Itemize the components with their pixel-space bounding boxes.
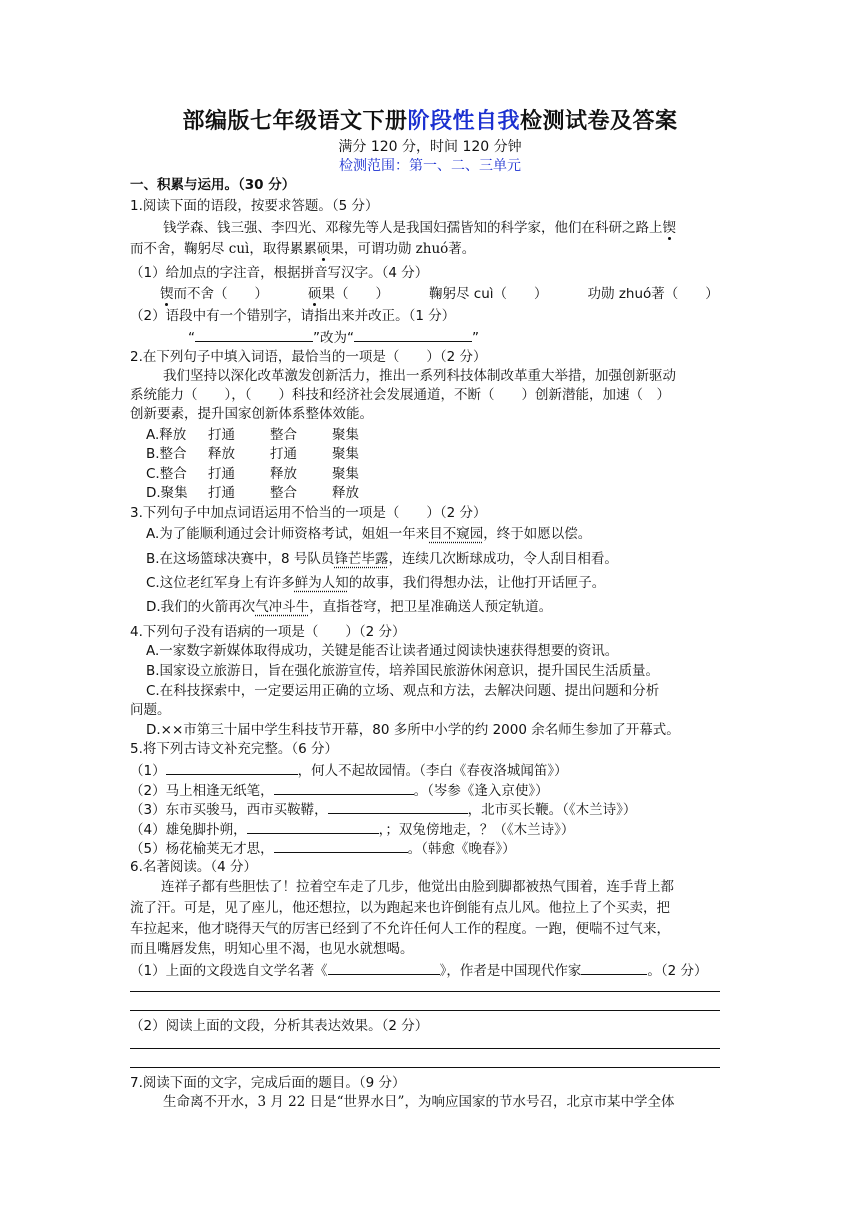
q5-line (130, 838, 516, 858)
text: 。（韩愈《晚春》） (407, 841, 516, 857)
q4-option-a[interactable]: A.一家数字新媒体取得成功，关键是能否让读者通过阅读快速获得想要的资讯。 (146, 643, 619, 659)
text: （3）东市买骏马，西市买鞍鞯， (130, 802, 328, 818)
word: 打通 (208, 427, 235, 443)
q4-option-c[interactable]: C.在科技探索中，一定要运用正确的立场、观点和方法，去解决问题、提出问题和分析 (146, 683, 660, 699)
q6-passage-line: 流了汗。可是，见了座儿，他还想拉，以为跑起来也许倒能有点儿风。他拉上了个买卖，把 (130, 900, 670, 916)
text: 。（2 分） (647, 963, 708, 979)
word: 打通 (208, 466, 235, 482)
q2-passage-line: 系统能力（ ），（ ）科技和经济社会发展通道，不断（ ）创新潜能，加速（ ） (130, 387, 670, 403)
answer-line[interactable] (130, 991, 720, 992)
scope-line: 检测范围：第一、二、三单元 (339, 158, 521, 174)
word: 释放 (270, 466, 297, 482)
q2-option[interactable] (146, 484, 394, 502)
dotted-char: 锲 (662, 220, 676, 236)
word: 聚集 (332, 466, 359, 482)
q3-option-b[interactable] (146, 550, 618, 568)
text: 的故事，我们得想办法，让他打开话匣子。 (348, 575, 606, 591)
answer-blank[interactable] (328, 960, 440, 975)
word: 打通 (270, 446, 297, 462)
answer-line[interactable] (130, 1048, 720, 1049)
word: 打通 (208, 485, 235, 501)
dotted-phrase: 气冲斗牛 (255, 599, 310, 615)
text: （5）杨花榆荚无才思， (130, 841, 274, 857)
q6-passage-line: 连祥子都有些胆怯了！拉着空车走了几步，他觉出由脸到脚都被热气围着，连手背上都 (161, 879, 674, 895)
word: D.聚集 (146, 485, 188, 501)
q5-line (130, 760, 568, 780)
answer-blank[interactable] (195, 327, 313, 342)
text: ，；双兔傍地走，？（《木兰诗》） (378, 822, 575, 838)
q5-line (130, 799, 636, 819)
title-part: 部编版七年级语文下册 (182, 109, 408, 134)
answer-blank[interactable] (247, 819, 379, 834)
text: ，何人不起故园情。（李白《春夜洛城闻笛》） (297, 763, 568, 779)
dotted-char: 硕 (316, 241, 331, 257)
answer-blank[interactable] (354, 327, 472, 342)
q3-option-a[interactable] (146, 525, 591, 543)
text: 。（岑参《逢入京使》） (413, 783, 549, 799)
text: （1）上面的文段选自文学名著《 (130, 963, 328, 979)
q1-passage-line (130, 240, 475, 258)
q7-passage-line: 生命离不开水，3 月 22 日是“世界水日”，为响应国家的节水号召，北京市某中学全体 (163, 1094, 675, 1110)
q3-option-d[interactable] (146, 598, 552, 616)
answer-blank[interactable] (581, 960, 647, 975)
q6-sub1 (130, 960, 707, 980)
dotted-phrase: 目不窥园 (429, 526, 484, 542)
q2-option[interactable] (146, 465, 394, 483)
fill-item: 而不舍（ ） (173, 286, 268, 302)
quote: “ (188, 330, 195, 346)
dotted-char: 锲 (160, 286, 174, 302)
q1-stem: 1.阅读下面的语段，按要求答题。（5 分） (130, 198, 379, 214)
text: C.这位老红军身上有许多 (146, 575, 295, 591)
q6-sub2: （2）阅读上面的文段，分析其表达效果。（2 分） (130, 1018, 429, 1034)
word: B.整合 (146, 446, 187, 462)
word: 整合 (270, 485, 297, 501)
q1-fill-row (160, 285, 719, 303)
word: 聚集 (332, 427, 359, 443)
quote: ” (472, 330, 479, 346)
answer-blank[interactable] (328, 799, 468, 814)
answer-line[interactable] (130, 1067, 720, 1068)
section-heading: 一、积累与运用。（30 分） (130, 177, 296, 193)
page-title (0, 104, 860, 135)
q2-passage-line: 我们坚持以深化改革激发创新活力，推出一系列科技体制改革重大举措，加强创新驱动 (163, 368, 676, 384)
word: 整合 (270, 427, 297, 443)
fill-item: 果（ ） (321, 286, 389, 302)
word: 释放 (208, 446, 235, 462)
q2-option[interactable] (146, 445, 394, 463)
text: ，连续几次断球成功，令人刮目相看。 (388, 551, 618, 567)
text: 》，作者是中国现代作家 (439, 963, 582, 979)
text: A.为了能顺利通过会计师资格考试，姐姐一年来 (146, 526, 430, 542)
answer-line[interactable] (130, 1010, 720, 1011)
word: A.释放 (146, 427, 187, 443)
q1-passage-line (163, 219, 676, 237)
text: ”改为“ (313, 330, 354, 346)
text: 而不舍，鞠躬尽 cuì，取得累累 (130, 241, 317, 257)
q3-option-c[interactable] (146, 574, 605, 592)
text: （4）雄兔脚扑朔， (130, 822, 247, 838)
q1-fix-row (188, 327, 479, 347)
dotted-phrase: 锋芒毕露 (334, 551, 389, 567)
word: C.整合 (146, 466, 187, 482)
answer-blank[interactable] (166, 760, 298, 775)
q1-sub1: （1）给加点的字注音，根据拼音写汉字。（4 分） (130, 265, 429, 281)
text: （1） (130, 763, 166, 779)
fill-item: 鞠躬尽 cuì（ ） (429, 286, 548, 302)
text: D.我们的火箭再次 (146, 599, 256, 615)
title-highlight: 阶段性自我 (407, 109, 520, 134)
q1-sub2: （2）语段中有一个错别字，请指出来并改正。（1 分） (130, 308, 456, 324)
q5-line (130, 819, 574, 839)
q3-stem: 3.下列句子中加点词语运用不恰当的一项是（ ）（2 分） (130, 505, 487, 521)
answer-blank[interactable] (274, 838, 408, 853)
q7-stem: 7.阅读下面的文字，完成后面的题目。（9 分） (130, 1075, 406, 1091)
word: 释放 (332, 485, 359, 501)
q5-stem: 5.将下列古诗文补充完整。（6 分） (130, 741, 339, 757)
word: 聚集 (332, 446, 359, 462)
text: （2）马上相逢无纸笔， (130, 783, 274, 799)
text: 果，可谓功勋 zhuó著。 (330, 241, 476, 257)
q2-option[interactable] (146, 426, 394, 444)
text: ，直指苍穹，把卫星准确送人预定轨道。 (309, 599, 553, 615)
text: B.在这场篮球决赛中，8 号队员 (146, 551, 335, 567)
text: ，终于如愿以偿。 (483, 526, 592, 542)
fill-item: 功勋 zhuó著（ ） (587, 286, 719, 302)
q4-option-c-cont: 问题。 (130, 702, 171, 718)
q4-stem: 4.下列句子没有语病的一项是（ ）（2 分） (130, 624, 406, 640)
title-part: 检测试卷及答案 (520, 109, 678, 134)
q2-passage-line: 创新要素，提升国家创新体系整体效能。 (130, 406, 373, 422)
q4-option-d[interactable]: D.××市第三十届中学生科技节开幕，80 多所中小学的约 2000 余名师生参加了开幕式。 (146, 722, 680, 738)
q4-option-b[interactable]: B.国家设立旅游日，旨在强化旅游宣传，培养国民旅游休闲意识，提升国民生活质量。 (146, 663, 660, 679)
q6-passage-line: 车拉起来，他才晓得天气的厉害已经到了不允许任何人工作的程度。一跑，便喘不过气来， (130, 921, 670, 937)
dotted-phrase: 鲜为人知 (294, 575, 349, 591)
q5-line (130, 780, 549, 800)
text: ，北市买长鞭。（《木兰诗》） (467, 802, 637, 818)
q2-stem: 2.在下列句子中填入词语，最恰当的一项是（ ）（2 分） (130, 349, 487, 365)
q6-passage-line: 而且嘴唇发焦，明知心里不渴，也见水就想喝。 (130, 941, 414, 957)
dotted-char: 硕 (308, 286, 322, 302)
score-line: 满分 120 分，时间 120 分钟 (338, 139, 522, 155)
q6-stem: 6.名著阅读。（4 分） (130, 859, 258, 875)
text: 钱学森、钱三强、李四光、邓稼先等人是我国妇孺皆知的科学家，他们在科研之路上 (163, 220, 663, 236)
answer-blank[interactable] (274, 780, 414, 795)
